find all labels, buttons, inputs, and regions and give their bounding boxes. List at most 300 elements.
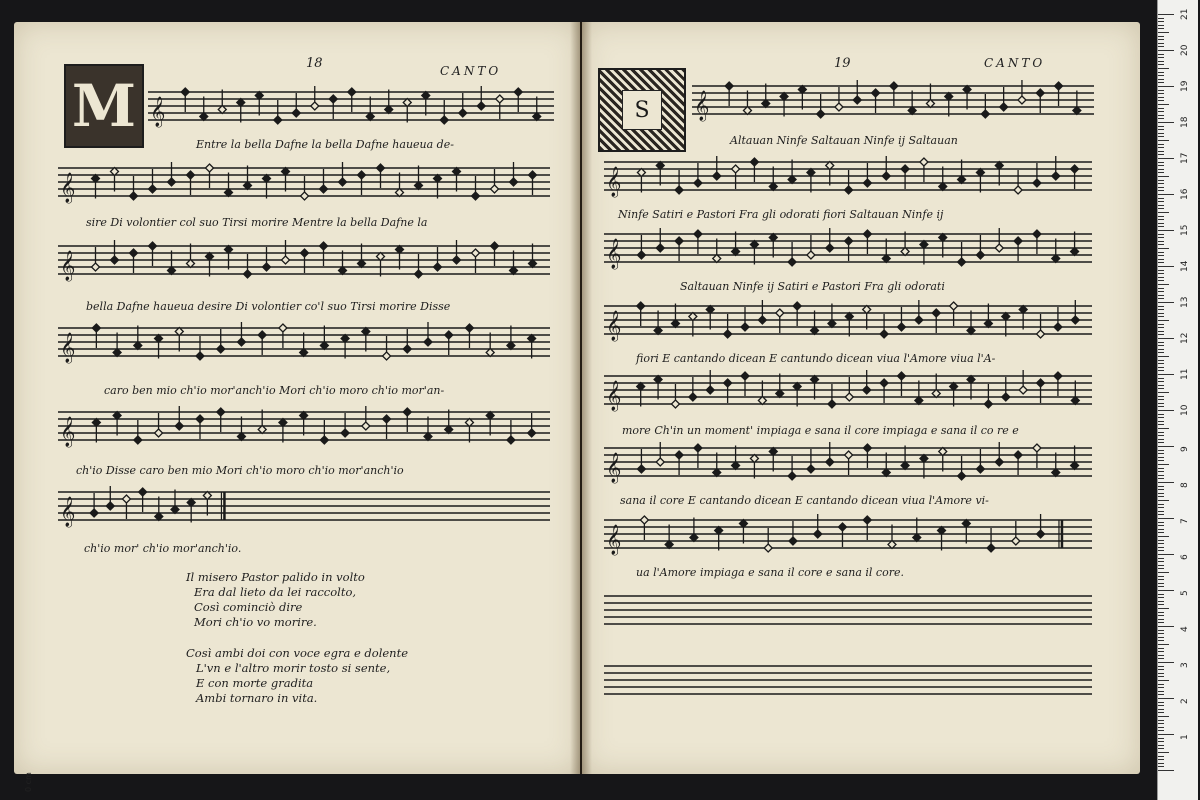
note — [445, 331, 453, 355]
ruler-tick — [1158, 252, 1164, 253]
ruler-number: 1 — [1180, 734, 1190, 740]
note — [872, 89, 880, 113]
note — [939, 167, 947, 191]
note — [181, 88, 189, 112]
lyric-line: ua l'Amore impiaga e sana il core e sana il core. — [636, 566, 904, 579]
note — [1055, 82, 1063, 106]
ruler-unit-label: 0 cm — [24, 772, 33, 792]
ruler-tick — [1158, 590, 1174, 591]
note — [958, 456, 966, 480]
ruler-tick — [1158, 658, 1164, 659]
ruler-number: 13 — [1180, 296, 1190, 308]
ruler-tick — [1158, 705, 1164, 706]
note — [155, 413, 163, 437]
note — [155, 497, 163, 521]
ruler-tick — [1158, 201, 1164, 202]
note — [732, 446, 740, 470]
poem-line: L'vn e l'altro morir tosto si sente, — [196, 661, 391, 675]
note — [263, 175, 271, 199]
ruler-tick — [1158, 457, 1164, 458]
clef-symbol: 𝄞 — [60, 251, 76, 281]
ruler-tick — [1158, 392, 1169, 393]
ruler-tick — [1158, 216, 1164, 217]
note — [788, 242, 796, 266]
note — [890, 82, 898, 106]
ruler-tick — [1158, 273, 1164, 274]
music-staff — [604, 300, 1092, 342]
ruler-tick — [1158, 28, 1164, 29]
clef-symbol: 𝄞 — [606, 453, 622, 483]
note — [882, 453, 890, 477]
ruler-tick — [1158, 205, 1164, 206]
ruler-tick — [1158, 756, 1164, 757]
music-staff — [604, 156, 1092, 198]
note — [122, 495, 130, 519]
note — [637, 302, 645, 326]
ruler-tick — [1158, 738, 1164, 739]
note — [113, 412, 121, 436]
ruler-tick — [1158, 712, 1164, 713]
note — [1052, 239, 1060, 263]
note — [880, 314, 888, 338]
note — [739, 520, 747, 544]
note — [713, 239, 721, 263]
note — [155, 335, 163, 359]
ruler-tick — [1158, 108, 1164, 109]
ruler-tick — [1158, 208, 1164, 209]
note — [995, 228, 1003, 252]
lyric-line: Ninfe Satiri e Pastori Fra gli odorati fiori Saltauan Ninfe ij — [618, 208, 944, 221]
note — [845, 377, 853, 401]
ruler-tick — [1158, 612, 1164, 613]
ruler-tick — [1158, 522, 1164, 523]
ruler-tick — [1158, 144, 1164, 145]
ruler-tick — [1158, 309, 1164, 310]
note — [1002, 313, 1010, 337]
ruler-tick — [1158, 172, 1164, 173]
clef-symbol: 𝄞 — [606, 239, 622, 269]
music-staff — [604, 514, 1092, 556]
ruler-tick — [1158, 136, 1164, 137]
ruler-tick — [1158, 79, 1164, 80]
initial-letter-box — [622, 90, 662, 130]
ruler-tick — [1158, 550, 1164, 551]
note — [134, 326, 142, 350]
note — [1037, 514, 1045, 538]
ruler-tick — [1158, 529, 1164, 530]
ruler-tick — [1158, 129, 1164, 130]
note — [366, 97, 374, 121]
note — [168, 251, 176, 275]
ruler-tick — [1158, 709, 1164, 710]
note — [776, 374, 784, 398]
note — [301, 249, 309, 273]
lyric-line: Entre la bella Dafne la bella Dafne haueua de- — [196, 138, 454, 151]
note — [237, 99, 245, 123]
lyric-line: ch'io Disse caro ben mio Mori ch'io moro ch'io mor'anch'io — [76, 464, 404, 477]
note — [329, 95, 337, 119]
note — [217, 329, 225, 353]
note — [706, 370, 714, 394]
note — [507, 326, 515, 350]
clef-symbol: 𝄞 — [606, 525, 622, 555]
ruler-tick — [1158, 39, 1164, 40]
ruler-tick — [1158, 604, 1164, 605]
note — [274, 100, 282, 124]
ruler-tick — [1158, 298, 1164, 299]
ruler-tick — [1158, 489, 1164, 490]
note — [689, 313, 697, 337]
note — [206, 253, 214, 277]
lyric-line: fiori E cantando dicean E cantundo dicean viua l'Amore viua l'A- — [636, 352, 996, 365]
ruler-tick — [1158, 288, 1164, 289]
note — [967, 376, 975, 400]
left-running-head: CANTO — [440, 64, 502, 78]
note — [671, 304, 679, 328]
note — [403, 329, 411, 353]
ruler-number: 6 — [1180, 554, 1190, 560]
note — [732, 165, 740, 189]
note — [472, 249, 480, 273]
note — [732, 232, 740, 256]
note — [1052, 453, 1060, 477]
note — [863, 516, 871, 540]
ruler-tick — [1158, 262, 1164, 263]
ruler-tick — [1158, 583, 1164, 584]
note — [149, 242, 157, 266]
note — [845, 237, 853, 261]
ruler-tick — [1158, 694, 1164, 695]
note — [358, 171, 366, 195]
ruler-tick — [1158, 446, 1174, 447]
note — [743, 91, 751, 115]
note — [962, 520, 970, 544]
note — [1033, 163, 1041, 187]
note — [300, 333, 308, 357]
ruler-tick — [1158, 514, 1164, 515]
note — [845, 170, 853, 194]
note — [529, 171, 537, 195]
note — [741, 372, 749, 396]
note — [793, 383, 801, 407]
note — [377, 253, 385, 277]
note — [348, 88, 356, 112]
note — [926, 84, 934, 108]
note — [913, 518, 921, 542]
note — [130, 176, 138, 200]
ruler-tick — [1158, 349, 1164, 350]
note — [472, 176, 480, 200]
note — [92, 324, 100, 348]
note — [1073, 91, 1081, 115]
note — [168, 162, 176, 186]
ruler-tick — [1158, 504, 1164, 505]
lyric-line: ch'io mor' ch'io mor'anch'io. — [84, 542, 242, 555]
note — [863, 230, 871, 254]
note — [301, 176, 309, 200]
music-staff — [58, 406, 550, 448]
note — [1071, 232, 1079, 256]
note — [694, 444, 702, 468]
note — [945, 93, 953, 117]
note — [529, 244, 537, 268]
ruler-number: 14 — [1180, 260, 1190, 272]
note — [533, 97, 541, 121]
ruler-tick — [1158, 122, 1174, 123]
ruler-tick — [1158, 86, 1174, 87]
note — [434, 247, 442, 271]
note — [807, 449, 815, 473]
note — [486, 333, 494, 357]
decorated-initial-m — [64, 64, 144, 148]
ruler-tick — [1158, 428, 1169, 429]
note — [175, 406, 183, 430]
ruler-tick — [1158, 194, 1174, 195]
note — [196, 415, 204, 439]
note — [362, 406, 370, 430]
note — [888, 525, 896, 549]
ruler-tick — [1158, 493, 1164, 494]
ruler-tick — [1158, 234, 1164, 235]
note — [637, 449, 645, 473]
note — [789, 521, 797, 545]
note — [279, 324, 287, 348]
ruler-tick — [1158, 626, 1174, 627]
music-staff — [58, 240, 550, 282]
ruler-tick — [1158, 730, 1164, 731]
lyric-line: sire Di volontier col suo Tirsi morire Mentre la bella Dafne la — [86, 216, 428, 229]
note — [187, 244, 195, 268]
note — [656, 228, 664, 252]
initial-letter: S — [634, 97, 650, 123]
ruler-tick — [1158, 223, 1164, 224]
note — [1071, 446, 1079, 470]
ruler-tick — [1158, 295, 1164, 296]
note — [528, 335, 536, 359]
note — [90, 493, 98, 517]
ruler-tick — [1158, 140, 1169, 141]
ruler-tick — [1158, 198, 1164, 199]
note — [976, 449, 984, 473]
poem-line: Era dal lieto da lei raccolto, — [194, 585, 357, 599]
ruler-tick — [1158, 547, 1164, 548]
note — [424, 417, 432, 441]
ruler-tick — [1158, 561, 1164, 562]
note — [690, 518, 698, 542]
poem-line: E con morte gradita — [196, 676, 314, 690]
note — [1054, 307, 1062, 331]
ruler-tick — [1158, 316, 1164, 317]
ruler-tick — [1158, 410, 1174, 411]
note — [1002, 377, 1010, 401]
note — [920, 455, 928, 479]
ruler-number: 4 — [1180, 626, 1190, 632]
ruler-tick — [1158, 536, 1169, 537]
ruler-tick — [1158, 687, 1164, 688]
note — [1037, 379, 1045, 403]
ruler-tick — [1158, 662, 1174, 663]
ruler-tick — [1158, 151, 1164, 152]
note — [1019, 370, 1027, 394]
note — [358, 244, 366, 268]
ruler-tick — [1158, 320, 1169, 321]
note — [901, 232, 909, 256]
ruler-tick — [1158, 669, 1164, 670]
note — [383, 336, 391, 360]
ruler-number: 7 — [1180, 518, 1190, 524]
note — [769, 234, 777, 258]
ruler-tick — [1158, 540, 1164, 541]
ruler-tick — [1158, 511, 1164, 512]
ruler-tick — [1158, 363, 1164, 364]
note — [750, 158, 758, 182]
note — [300, 412, 308, 436]
ruler-tick — [1158, 345, 1164, 346]
note — [1018, 80, 1026, 104]
music-staff — [148, 86, 554, 128]
ruler-tick — [1158, 367, 1164, 368]
ruler-number: 9 — [1180, 446, 1190, 452]
lyric-line: caro ben mio ch'io mor'anch'io Mori ch'io moro ch'io mor'an- — [104, 384, 445, 397]
note — [341, 335, 349, 359]
ruler-tick — [1158, 327, 1164, 328]
clef-symbol: 𝄞 — [60, 173, 76, 203]
note — [958, 160, 966, 184]
ruler-tick — [1158, 716, 1169, 717]
ruler-tick — [1158, 75, 1164, 76]
note — [113, 333, 121, 357]
ruler-tick — [1158, 403, 1164, 404]
note — [807, 235, 815, 259]
lyric-line: Saltauan Ninfe ij Satiri e Pastori Fra gli odorati — [680, 280, 945, 293]
ruler-tick — [1158, 471, 1164, 472]
note — [915, 381, 923, 405]
note — [196, 336, 204, 360]
ruler-tick — [1158, 270, 1164, 271]
note — [741, 307, 749, 331]
ruler-tick — [1158, 158, 1174, 159]
ruler-tick — [1158, 352, 1164, 353]
ruler-number: 21 — [1180, 8, 1190, 20]
ruler-tick — [1158, 255, 1164, 256]
note — [694, 230, 702, 254]
note — [901, 446, 909, 470]
ruler-tick — [1158, 126, 1164, 127]
ruler-tick — [1158, 61, 1164, 62]
poem-line: Il misero Pastor palido in volto — [186, 570, 365, 584]
note — [263, 247, 271, 271]
lyric-line: bella Dafne haueua desire Di volontier co'l suo Tirsi morire Disse — [86, 300, 451, 313]
ruler-tick — [1158, 14, 1174, 15]
note — [424, 322, 432, 346]
ruler-tick — [1158, 104, 1169, 105]
ruler-tick — [1158, 763, 1164, 764]
note — [415, 254, 423, 278]
note — [445, 410, 453, 434]
note — [750, 241, 758, 265]
note — [244, 254, 252, 278]
note — [92, 175, 100, 199]
note — [807, 169, 815, 193]
ruler-tick — [1158, 475, 1164, 476]
clef-symbol: 𝄞 — [150, 97, 166, 127]
music-staff — [692, 80, 1094, 122]
ruler-tick — [1158, 82, 1164, 83]
note — [528, 413, 536, 437]
note — [920, 158, 928, 182]
note — [339, 251, 347, 275]
note — [1054, 372, 1062, 396]
ruler-tick — [1158, 100, 1164, 101]
ruler-tick — [1158, 723, 1164, 724]
note — [981, 94, 989, 118]
ruler-tick — [1158, 666, 1164, 667]
note — [415, 166, 423, 190]
note — [279, 419, 287, 443]
note — [1033, 230, 1041, 254]
ruler-tick — [1158, 360, 1164, 361]
note — [320, 169, 328, 193]
note — [1000, 87, 1008, 111]
note — [908, 91, 916, 115]
note — [863, 163, 871, 187]
ruler-tick — [1158, 93, 1164, 94]
ruler-tick — [1158, 388, 1164, 389]
ruler-tick — [1158, 50, 1174, 51]
note — [828, 384, 836, 408]
ruler-tick — [1158, 356, 1169, 357]
note — [939, 448, 947, 472]
ruler-tick — [1158, 691, 1164, 692]
note — [915, 300, 923, 324]
ruler-tick — [1158, 496, 1164, 497]
ruler-tick — [1158, 748, 1164, 749]
note — [292, 93, 300, 117]
note — [403, 99, 411, 123]
ruler-tick — [1158, 702, 1164, 703]
note — [149, 169, 157, 193]
note — [1019, 306, 1027, 330]
note — [282, 168, 290, 192]
ruler-number: 3 — [1180, 662, 1190, 668]
ruler-tick — [1158, 640, 1164, 641]
note — [258, 331, 266, 355]
note — [486, 412, 494, 436]
ruler-tick — [1158, 248, 1169, 249]
note — [225, 173, 233, 197]
ruler-tick — [1158, 543, 1164, 544]
ruler-tick — [1158, 482, 1174, 483]
ruler-tick — [1158, 630, 1164, 631]
note — [995, 162, 1003, 186]
note — [130, 249, 138, 273]
ruler-tick — [1158, 259, 1164, 260]
note — [863, 306, 871, 330]
note — [976, 235, 984, 259]
note — [713, 156, 721, 180]
note — [764, 528, 772, 552]
ruler-tick — [1158, 608, 1169, 609]
ruler-tick — [1158, 374, 1174, 375]
ruler-tick — [1158, 169, 1164, 170]
note — [510, 162, 518, 186]
ruler-tick — [1158, 111, 1164, 112]
empty-staff — [604, 590, 1092, 632]
ruler-tick — [1158, 118, 1164, 119]
ruler-tick — [1158, 464, 1169, 465]
note — [882, 156, 890, 180]
note — [92, 247, 100, 271]
